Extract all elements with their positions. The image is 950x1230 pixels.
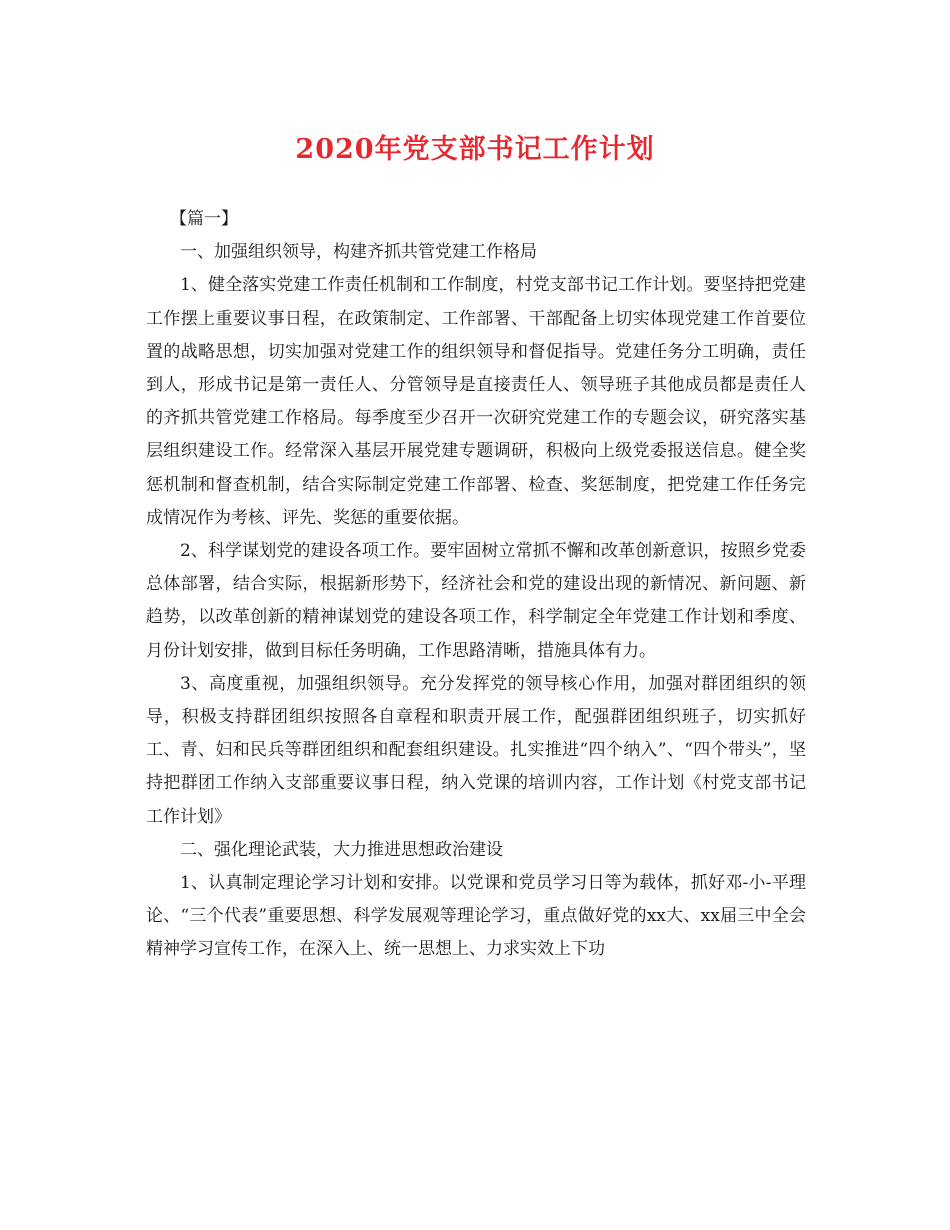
section-marker: 【篇一】 <box>170 209 238 229</box>
document-title: 2020年党支部书记工作计划 <box>295 134 655 165</box>
section-heading-2: 二、强化理论武装，大力推进思想政治建设 <box>180 839 503 860</box>
section-heading-1: 一、加强组织领导，构建齐抓共管党建工作格局 <box>180 242 537 263</box>
paragraph-2-1: 1、认真制定理论学习计划和安排。以党课和党员学习日等为载体，抓好邓-小-平理论、“三个代表”重要思想、科学发展观等理论学习，重点做好党的xx大、xx届三中全会精神学习宣传工作，在深入上、统一思想上、力求实效上下功 <box>146 873 806 960</box>
paragraph-1-1: 1、健全落实党建工作责任机制和工作制度，村党支部书记工作计划。要坚持把党建工作摆上重要议事日程，在政策制定、工作部署、干部配备上切实体现党建工作首要位置的战略思想，切实加强对党建工作的组织领导和督促指导。党建任务分工明确，责任到人，形成书记是第一责任人、分管领导是直接责任人、领导班子其他成员都是责任人的齐抓共管党建工作格局。每季度至少召开一次研究党建工作的专题会议，研究落实基层组织建设工作。经常深入基层开展党建专题调研，积极向上级党委报送信息。健全奖惩机制和督查机制，结合实际制定党建工作部署、检查、奖惩制度，把党建工作任务完成情况作为考核、评先、奖惩的重要依据。 <box>146 275 806 528</box>
paragraph-1-2: 2、科学谋划党的建设各项工作。要牢固树立常抓不懈和改革创新意识，按照乡党委总体部署，结合实际，根据新形势下，经济社会和党的建设出现的新情况、新问题、新趋势，以改革创新的精神谋划党的建设各项工作，科学制定全年党建工作计划和季度、月份计划安排，做到目标任务明确，工作思路清晰，措施具体有力。 <box>146 541 806 661</box>
paragraph-1-3: 3、高度重视，加强组织领导。充分发挥党的领导核心作用，加强对群团组织的领导，积极支持群团组织按照各自章程和职责开展工作，配强群团组织班子，切实抓好工、青、妇和民兵等群团组织和配套组织建设。扎实推进“四个纳入”、“四个带头”，坚持把群团工作纳入支部重要议事日程，纳入党课的培训内容，工作计划《村党支部书记工作计划》 <box>146 673 806 827</box>
document-body <box>146 203 806 967</box>
